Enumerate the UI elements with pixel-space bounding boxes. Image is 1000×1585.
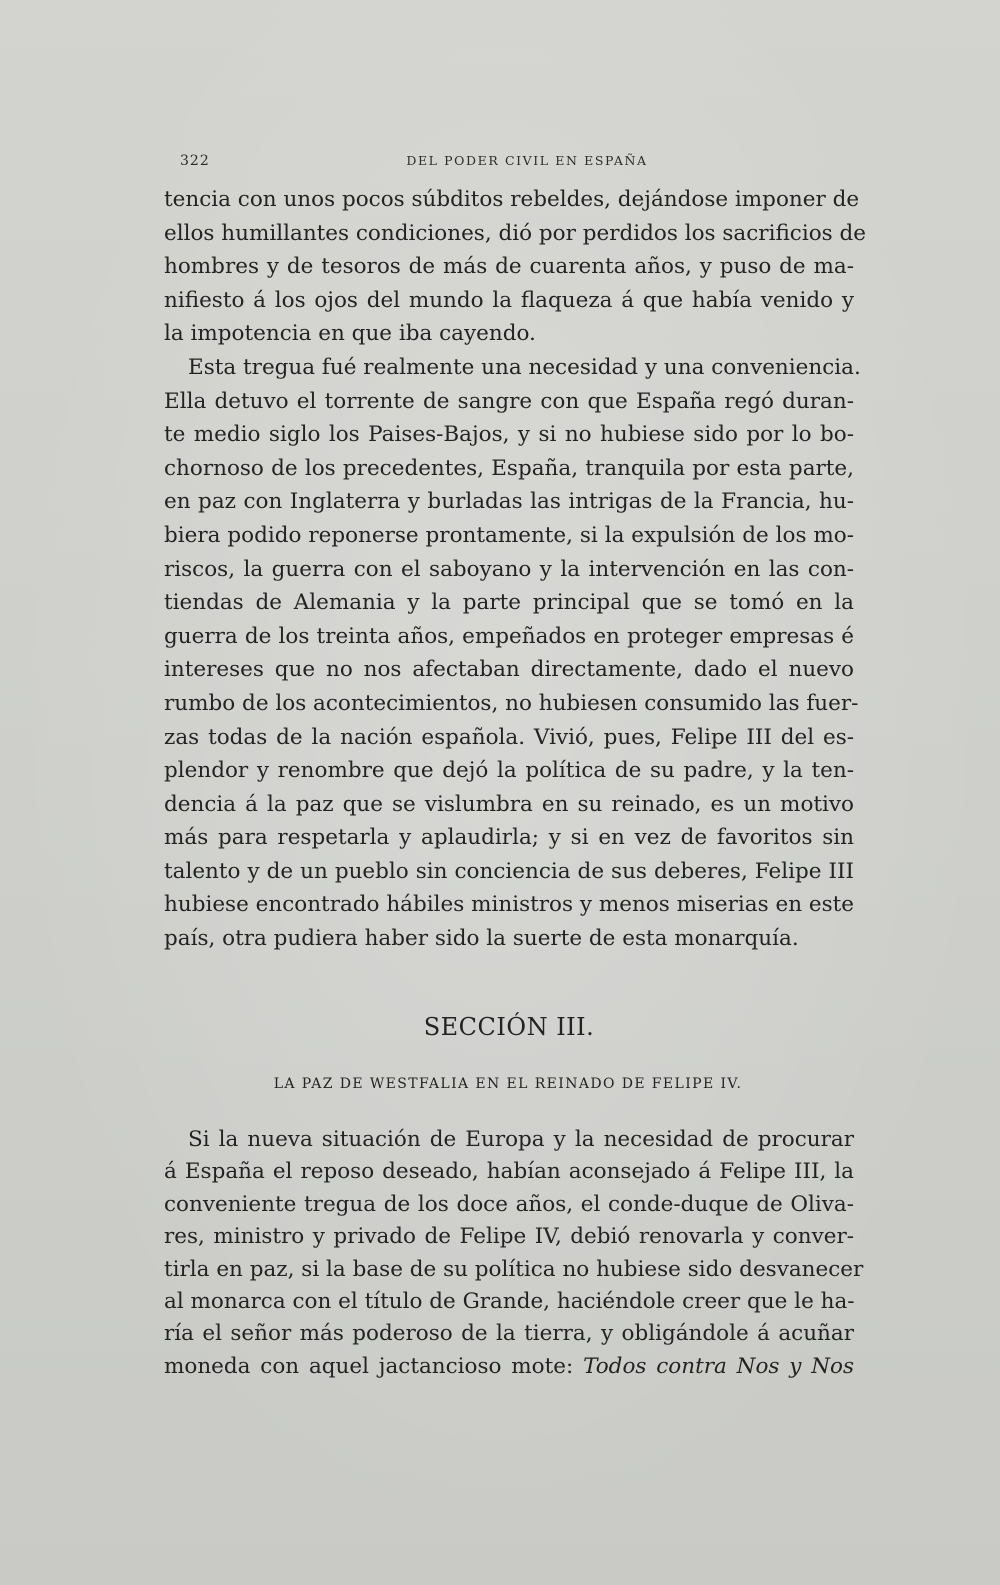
text-line: chornoso de los precedentes, España, tranquila por esta parte, [164, 455, 854, 481]
text-line: Ella detuvo el torrente de sangre con que España regó duran- [164, 388, 854, 414]
text-line: conveniente tregua de los doce años, el conde-duque de Oliva- [164, 1191, 854, 1217]
text-line: la impotencia en que iba cayendo. [164, 321, 536, 347]
section-subtitle: LA PAZ DE WESTFALIA EN EL REINADO DE FELIPE IV. [273, 1076, 743, 1092]
body-text-top [164, 183, 867, 956]
body-text-bottom [164, 1124, 864, 1383]
text-line: más para respetarla y aplaudirla; y si en vez de favoritos sin [164, 825, 854, 851]
text-line: zas todas de la nación española. Vivió, pues, Felipe III del es- [164, 724, 854, 750]
text-line: nifiesto á los ojos del mundo la flaqueza á que había venido y [164, 287, 854, 313]
text-line-roman: moneda con aquel jactancioso mote: [164, 1353, 584, 1379]
text-line: Esta tregua fué realmente una necesidad y una conveniencia. [188, 354, 861, 380]
text-line: tirla en paz, si la base de su política no hubiese sido desvanecer [164, 1256, 864, 1282]
text-line: guerra de los treinta años, empeñados en proteger empresas é [164, 623, 854, 649]
text-line: á España el reposo deseado, habían aconsejado á Felipe III, la [164, 1159, 854, 1185]
text-line [164, 1351, 854, 1383]
text-line: dencia á la paz que se vislumbra en su reinado, es un motivo [164, 791, 854, 817]
page-number: 322 [180, 153, 210, 169]
text-line: tiendas de Alemania y la parte principal que se tomó en la [164, 590, 854, 616]
text-line: Si la nueva situación de Europa y la necesidad de procurar [188, 1127, 854, 1152]
text-line: al monarca con el título de Grande, haciéndole creer que le ha- [164, 1289, 855, 1315]
text-line: res, ministro y privado de Felipe IV, debió renovarla y conver- [164, 1224, 854, 1250]
text-line: en paz con Inglaterra y burladas las intrigas de la Francia, hu- [164, 489, 854, 515]
text-line: ría el señor más poderoso de la tierra, y obligándole á acuñar [164, 1321, 854, 1347]
section-heading: SECCIÓN III. [423, 1013, 595, 1041]
text-line-italic: Todos contra Nos y Nos [583, 1353, 854, 1379]
text-line: país, otra pudiera haber sido la suerte de esta monarquía. [164, 926, 799, 952]
text-line: intereses que no nos afectaban directamente, dado el nuevo [164, 657, 854, 683]
text-line: talento y de un pueblo sin conciencia de sus deberes, Felipe III [164, 858, 854, 884]
text-line: riscos, la guerra con el saboyano y la intervención en las con- [164, 556, 854, 582]
running-header [164, 150, 846, 174]
text-line: hubiese encontrado hábiles ministros y menos miserias en este [164, 892, 854, 918]
text-line: tencia con unos pocos súbditos rebeldes, dejándose imponer de [164, 187, 860, 212]
text-line: rumbo de los acontecimientos, no hubiesen consumido las fuer- [164, 690, 859, 716]
text-line: ellos humillantes condiciones, dió por perdidos los sacrificios de [164, 220, 867, 246]
text-line: plendor y renombre que dejó la política de su padre, y la ten- [164, 758, 854, 784]
text-line: hombres y de tesoros de más de cuarenta años, y puso de ma- [164, 254, 854, 280]
text-line: biera podido reponerse prontamente, si la expulsión de los mo- [164, 522, 854, 548]
text-line: te medio siglo los Paises-Bajos, y si no hubiese sido por lo bo- [164, 422, 854, 448]
running-title: DEL PODER CIVIL EN ESPAÑA [406, 153, 648, 168]
